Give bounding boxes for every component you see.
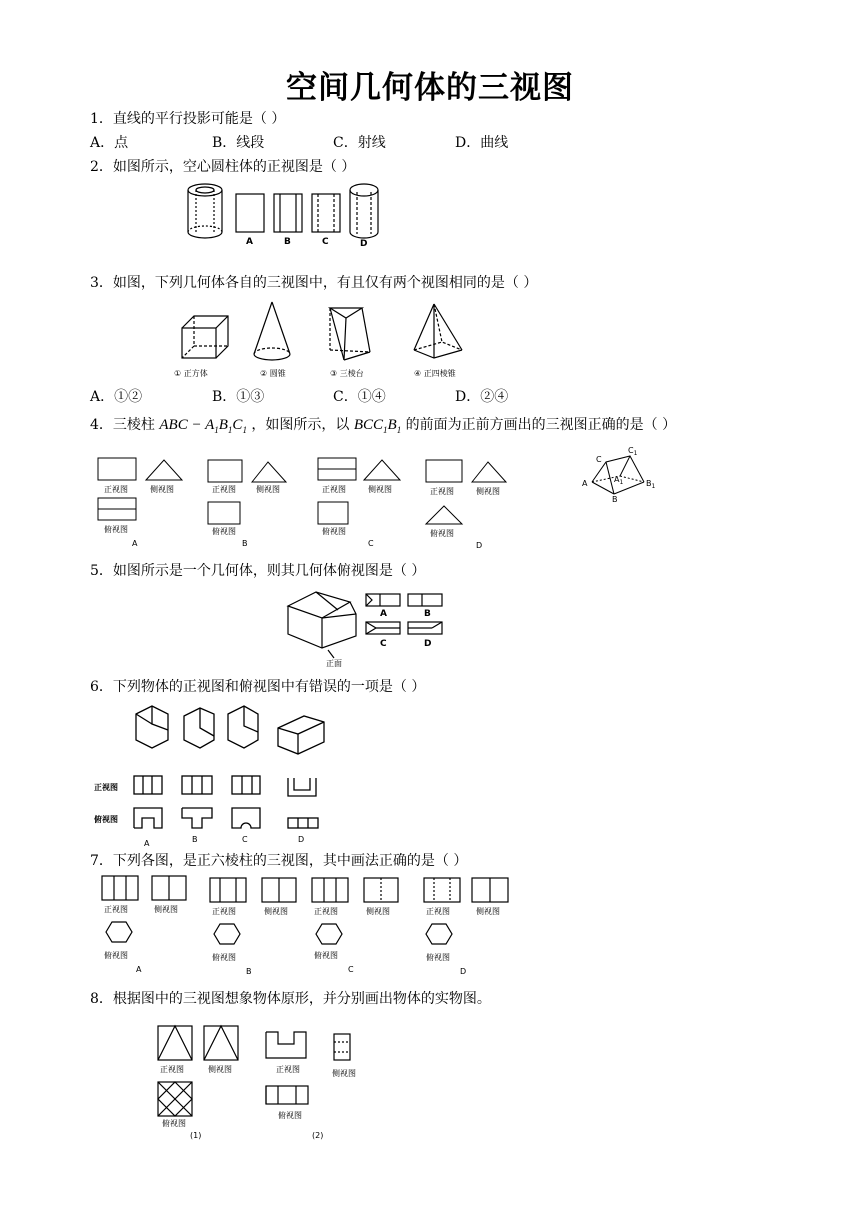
q4-prism-base: ABC xyxy=(159,417,188,433)
q4-vertex-c1-sub: 1 xyxy=(633,450,638,457)
q4-a: A xyxy=(205,417,215,433)
q5-label-b: B xyxy=(424,609,431,619)
q2-figure xyxy=(176,178,386,254)
q4-prism-diagram xyxy=(578,444,668,504)
q1-option-c: C．射线 xyxy=(333,135,386,151)
q4b-side-label: 侧视图 xyxy=(256,485,280,494)
q4-vertex-a1-sub: 1 xyxy=(619,479,624,486)
question-8-stem: 8．根据图中的三视图想象物体原形，并分别画出物体的实物图。 xyxy=(90,991,491,1007)
q2-label-d: D xyxy=(360,239,368,249)
q4-vertex-b1 xyxy=(646,479,656,490)
q1-option-d: D．曲线 xyxy=(455,135,509,151)
q7b-front-label: 正视图 xyxy=(212,907,236,916)
q3-option-c: C．①④ xyxy=(333,389,386,405)
q7d-side-label: 侧视图 xyxy=(476,907,500,916)
q6-label-a: A xyxy=(144,839,150,848)
q4d-front-label: 正视图 xyxy=(430,487,454,496)
q8-2-front-label: 正视图 xyxy=(276,1065,300,1074)
q4-sub-face1: 1 xyxy=(383,425,388,435)
question-7-stem: 7．下列各图，是正六棱柱的三视图，其中画法正确的是（ ） xyxy=(90,853,468,869)
q7b-top-label: 俯视图 xyxy=(212,953,236,962)
question-4-stem xyxy=(90,414,676,435)
q5-label-d: D xyxy=(424,639,432,649)
q6-label-c: C xyxy=(242,835,248,844)
q4-sub-c: 1 xyxy=(242,425,247,435)
q4-sub-face2: 1 xyxy=(396,425,402,435)
q7c-top-label: 俯视图 xyxy=(314,951,338,960)
q3-option-a: A．①② xyxy=(90,389,143,405)
q4-suffix: 的前面为正前方画出的三视图正确的是（ ） xyxy=(405,417,677,433)
q4c-side-label: 侧视图 xyxy=(368,485,392,494)
q4-face-name xyxy=(354,417,401,433)
q8-fig-label-2: (2) xyxy=(312,1131,324,1140)
q6-row-front: 正视图 xyxy=(94,783,118,792)
q8-1-top-label: 俯视图 xyxy=(162,1119,186,1128)
q4-sub-a: 1 xyxy=(214,425,219,435)
question-3-stem: 3．如图，下列几何体各自的三视图中，有且仅有两个视图相同的是（ ） xyxy=(90,275,538,291)
q3-option-d: D．②④ xyxy=(455,389,509,405)
question-5-stem: 5．如图所示是一个几何体，则其几何体俯视图是（ ） xyxy=(90,563,426,579)
q4a-top-label: 俯视图 xyxy=(104,525,128,534)
q4-c: C xyxy=(232,417,243,433)
q5-figure xyxy=(280,584,450,668)
q7c-side-label: 侧视图 xyxy=(366,907,390,916)
question-2-stem: 2．如图所示，空心圆柱体的正视图是（ ） xyxy=(90,159,356,175)
q1-option-a: A．点 xyxy=(90,135,129,151)
q2-label-b: B xyxy=(284,237,291,247)
q4-prism-name xyxy=(159,417,247,433)
q3-figure xyxy=(168,298,474,384)
q4-vertex-c1-letter: C xyxy=(628,446,634,455)
question-1-stem: 1．直线的平行投影可能是（ ） xyxy=(90,111,286,127)
q4-vertex-a1 xyxy=(614,475,623,486)
q4-mid: ，如图所示，以 xyxy=(251,417,350,433)
q4-figure xyxy=(92,450,532,550)
q7c-front-label: 正视图 xyxy=(314,907,338,916)
q1-option-b: B．线段 xyxy=(212,135,265,151)
q7-figure xyxy=(92,872,522,976)
q7a-top-label: 俯视图 xyxy=(104,951,128,960)
q7-label-b: B xyxy=(246,967,252,976)
q4-vertex-a: A xyxy=(582,479,588,488)
q4b-front-label: 正视图 xyxy=(212,485,236,494)
q4-b: B xyxy=(218,417,228,433)
q3-caption-1: ① 正方体 xyxy=(174,369,208,378)
q7d-top-label: 俯视图 xyxy=(426,953,450,962)
q4-vertex-a1-letter: A xyxy=(614,475,620,484)
q4d-side-label: 侧视图 xyxy=(476,487,500,496)
q3-caption-3: ③ 三棱台 xyxy=(330,369,364,378)
q3-option-b: B．①③ xyxy=(212,389,265,405)
q4-vertex-b: B xyxy=(612,495,618,504)
q5-label-a: A xyxy=(380,609,387,619)
q7a-front-label: 正视图 xyxy=(104,905,128,914)
q8-2-top-label: 俯视图 xyxy=(278,1111,302,1120)
q3-caption-2: ② 圆锥 xyxy=(260,369,286,378)
q7a-side-label: 侧视图 xyxy=(154,905,178,914)
q6-row-top: 俯视图 xyxy=(94,815,118,824)
q8-2-side-label: 侧视图 xyxy=(332,1069,356,1078)
q4-face-b: B xyxy=(387,417,397,433)
q4-choice-c: C xyxy=(368,539,374,548)
q6-figure xyxy=(92,700,332,850)
q2-label-a: A xyxy=(246,237,253,247)
q4-choice-b: B xyxy=(242,539,248,548)
q4-dash: − xyxy=(187,417,206,433)
q6-label-d: D xyxy=(298,835,305,844)
q7-label-c: C xyxy=(348,965,354,974)
q7-label-a: A xyxy=(136,965,142,974)
q4-vertex-c: C xyxy=(596,455,602,464)
q7-label-d: D xyxy=(460,967,467,976)
question-6-stem: 6．下列物体的正视图和俯视图中有错误的一项是（ ） xyxy=(90,679,426,695)
q7b-side-label: 侧视图 xyxy=(264,907,288,916)
q5-front-label: 正面 xyxy=(326,659,342,668)
q4-vertex-b1-letter: B xyxy=(646,479,652,488)
q4-sub-b: 1 xyxy=(227,425,233,435)
q6-label-b: B xyxy=(192,835,198,844)
q8-fig-label-1: (1) xyxy=(190,1131,202,1140)
q8-1-front-label: 正视图 xyxy=(160,1065,184,1074)
q7d-front-label: 正视图 xyxy=(426,907,450,916)
q8-figure xyxy=(150,1018,370,1144)
q4-face-base: BCC xyxy=(353,417,384,433)
q4c-top-label: 俯视图 xyxy=(322,527,346,536)
q4-prefix: 4．三棱柱 xyxy=(90,417,155,433)
q4a-side-label: 侧视图 xyxy=(150,485,174,494)
q4-vertex-c1 xyxy=(628,446,638,457)
q2-label-c: C xyxy=(322,237,329,247)
q5-label-c: C xyxy=(380,639,387,649)
q4-vertex-b1-sub: 1 xyxy=(651,483,656,490)
q3-caption-4: ④ 正四棱锥 xyxy=(414,369,456,378)
q4d-top-label: 俯视图 xyxy=(430,529,454,538)
q4b-top-label: 俯视图 xyxy=(212,527,236,536)
q4a-front-label: 正视图 xyxy=(104,485,128,494)
q4-choice-d: D xyxy=(476,541,483,550)
page-title: 空间几何体的三视图 xyxy=(286,70,574,106)
q4-choice-a: A xyxy=(132,539,138,548)
q4c-front-label: 正视图 xyxy=(322,485,346,494)
q8-1-side-label: 侧视图 xyxy=(208,1065,232,1074)
